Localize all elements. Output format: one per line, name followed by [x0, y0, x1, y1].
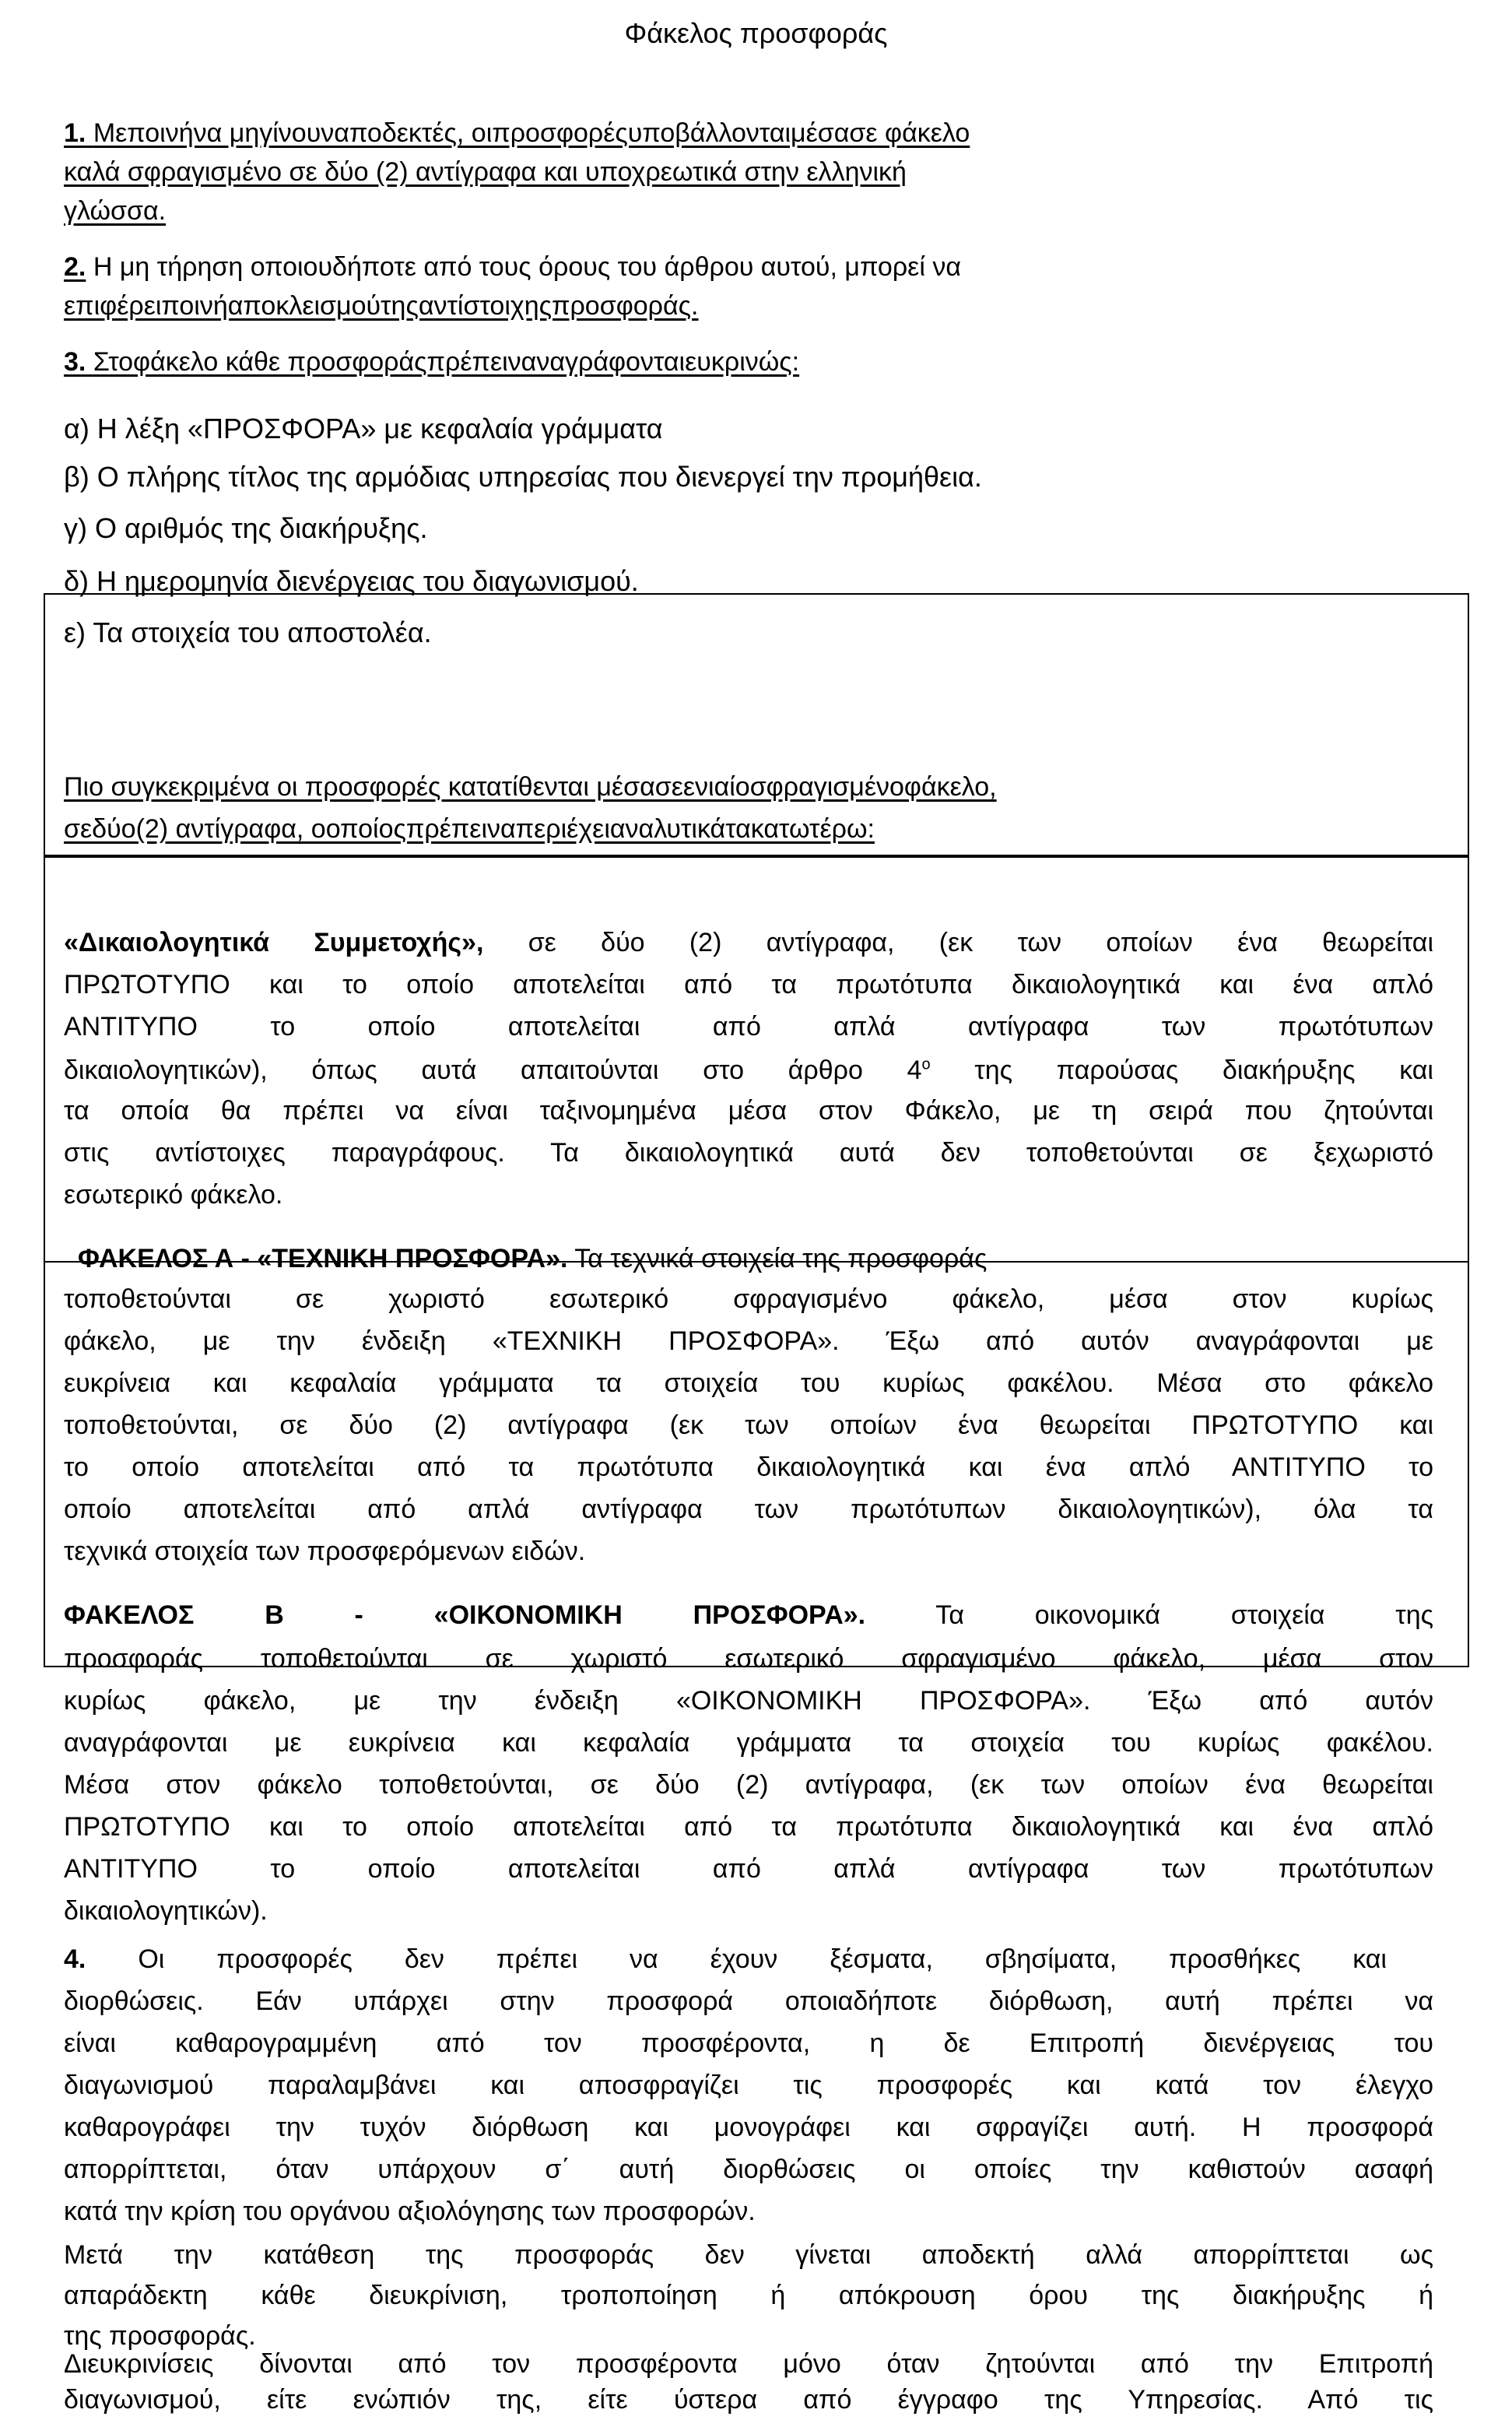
item2-text-l1: Η μη τήρηση οποιουδήποτε από τους όρους του άρθρου αυτού, μπορεί να: [93, 252, 961, 282]
docs-text-l1: σε δύο (2) αντίγραφα, (εκ των οποίων ένα θεωρείται: [483, 928, 1433, 957]
item1-text-l2b: ελληνική: [806, 157, 907, 187]
after-line3: της προσφοράς.: [64, 2321, 256, 2351]
technical-line5: τοποθετούνται, σε δύο (2) αντίγραφα (εκ των οποίων ένα θεωρείται ΠΡΩΤΟΤΥΠΟ και: [64, 1410, 1433, 1440]
technical-line4: ευκρίνεια και κεφαλαία γράμματα τα στοιχεία του κυρίως φακέλου. Μέσα στο φάκελο: [64, 1368, 1433, 1398]
technical-line1: [78, 1242, 987, 1275]
specific-line2: σεδύο(2) αντίγραφα, οοποίοςπρέπειναπεριέχειαναλυτικάτακατωτέρω:: [64, 814, 875, 844]
item1-text-a: Μεποινήνα μηγίνουναποδεκτές, οιπροσφορέςυποβάλλονταιμέσασε: [93, 118, 878, 148]
item4-line1: [64, 1943, 1387, 1976]
docs-line3: ΑΝΤΙΤΥΠΟ το οποίο αποτελείται από απλά αντίγραφα των πρωτότυπων: [64, 1012, 1433, 1041]
docs-line7: εσωτερικό φάκελο.: [64, 1180, 283, 1210]
item4-line5: καθαρογράφει την τυχόν διόρθωση και μονογράφει και σφραγίζει αυτή. Η προσφορά: [64, 2113, 1433, 2142]
financial-line2: προσφοράς τοποθετούνται σε χωριστό εσωτερικό σφραγισμένο φάκελο, μέσα στον: [64, 1644, 1433, 1674]
financial-line4: αναγράφονται με ευκρίνεια και κεφαλαία γράμματα τα στοιχεία του κυρίως φακέλου.: [64, 1728, 1433, 1758]
item4-line2: διορθώσεις. Εάν υπάρχει στην προσφορά οποιαδήποτε διόρθωση, αυτή πρέπει να: [64, 1986, 1433, 2016]
technical-line2: τοποθετούνται σε χωριστό εσωτερικό σφραγισμένο φάκελο, μέσα στον κυρίως: [64, 1284, 1433, 1314]
docs-text-l4b: της παρούσας διακήρυξης και: [930, 1055, 1433, 1085]
item1-line1: [64, 117, 970, 149]
list-item-d: δ) Η ημερομηνία διενέργειας του διαγωνισμού.: [64, 565, 639, 597]
item2-line2: επιφέρειποινήαποκλεισμούτηςαντίστοιχηςπροσφοράς.: [64, 291, 699, 321]
docs-sup: ο: [921, 1055, 931, 1073]
item3-number: 3.: [64, 347, 86, 377]
item4-line3: είναι καθαρογραμμένη από τον προσφέροντα, η δε Επιτροπή διενέργειας του: [64, 2028, 1433, 2058]
item4-line7: κατά την κρίση του οργάνου αξιολόγησης των προσφορών.: [64, 2197, 756, 2226]
item2-line1: [64, 251, 961, 283]
docs-line5: τα οποία θα πρέπει να είναι ταξινομημένα μέσα στον Φάκελο, με τη σειρά που ζητούνται: [64, 1096, 1433, 1126]
financial-heading: ΦΑΚΕΛΟΣ Β - «ΟΙΚΟΝΟΜΙΚΗ ΠΡΟΣΦΟΡΑ».: [64, 1600, 866, 1630]
item1-number: 1.: [64, 118, 86, 148]
financial-line6: ΠΡΩΤΟΤΥΠΟ και το οποίο αποτελείται από τα πρωτότυπα δικαιολογητικά και ένα απλό: [64, 1812, 1433, 1842]
technical-heading: ΦΑΚΕΛΟΣ Α - «ΤΕΧΝΙΚΗ ΠΡΟΣΦΟΡΑ».: [78, 1244, 568, 1273]
item4-text-l1: Οι προσφορές δεν πρέπει να έχουν ξέσματα, σβησίματα, προσθήκες και: [86, 1944, 1387, 1974]
docs-text-l4a: δικαιολογητικών), όπως αυτά απαιτούνται στο άρθρο 4: [64, 1055, 922, 1085]
list-item-b: β) Ο πλήρης τίτλος της αρμόδιας υπηρεσίας που διενεργεί την προμήθεια.: [64, 461, 982, 493]
after-line1: Μετά την κατάθεση της προσφοράς δεν γίνεται αποδεκτή αλλά απορρίπτεται ως: [64, 2240, 1433, 2270]
item3-line1: [64, 346, 799, 378]
docs-heading: «Δικαιολογητικά Συμμετοχής»,: [64, 928, 484, 957]
technical-text-l1: Τα τεχνικά στοιχεία της προσφοράς: [567, 1244, 988, 1273]
item4-line4: διαγωνισμού παραλαμβάνει και αποσφραγίζει τις προσφορές και κατά τον έλεγχο: [64, 2071, 1433, 2100]
item4-line6: απορρίπτεται, όταν υπάρχουν σ΄ αυτή διορθώσεις οι οποίες την καθιστούν ασαφή: [64, 2155, 1433, 2184]
item2-number: 2.: [64, 252, 86, 282]
docs-line1: [64, 926, 1433, 959]
list-item-a: α) Η λέξη «ΠΡΟΣΦΟΡΑ» με κεφαλαία γράμματα: [64, 413, 663, 444]
technical-line3: φάκελο, με την ένδειξη «ΤΕΧΝΙΚΗ ΠΡΟΣΦΟΡΑ». Έξω από αυτόν αναγράφονται με: [64, 1326, 1433, 1356]
list-item-e: ε) Τα στοιχεία του αποστολέα.: [64, 616, 432, 648]
technical-line8: τεχνικά στοιχεία των προσφερόμενων ειδών.: [64, 1537, 586, 1566]
item4-number: 4.: [64, 1944, 86, 1974]
financial-line7: ΑΝΤΙΤΥΠΟ το οποίο αποτελείται από απλά αντίγραφα των πρωτότυπων: [64, 1854, 1433, 1884]
item3-text-l1: Στοφάκελο κάθε προσφοράςπρέπειναναγράφονταιευκρινώς:: [93, 347, 800, 377]
clarif-line2: διαγωνισμού, είτε ενώπιόν της, είτε ύστερα από έγγραφο της Υπηρεσίας. Από τις: [64, 2385, 1433, 2415]
clarif-line1: Διευκρινίσεις δίνονται από τον προσφέροντα μόνο όταν ζητούνται από την Επιτροπή: [64, 2349, 1433, 2379]
technical-line7: οποίο αποτελείται από απλά αντίγραφα των πρωτότυπων δικαιολογητικών), όλα τα: [64, 1494, 1433, 1524]
item1-text-l2: καλά σφραγισμένο σε δύο (2) αντίγραφα και υποχρεωτικά στην: [64, 157, 799, 187]
financial-line3: κυρίως φάκελο, με την ένδειξη «ΟΙΚΟΝΟΜΙΚΗ ΠΡΟΣΦΟΡΑ». Έξω από αυτόν: [64, 1686, 1433, 1716]
after-line2: απαράδεκτη κάθε διευκρίνιση, τροποποίηση ή απόκρουση όρου της διακήρυξης ή: [64, 2281, 1433, 2310]
docs-line2: ΠΡΩΤΟΤΥΠΟ και το οποίο αποτελείται από τα πρωτότυπα δικαιολογητικά και ένα απλό: [64, 970, 1433, 999]
technical-line6: το οποίο αποτελείται από τα πρωτότυπα δικαιολογητικά και ένα απλό ΑΝΤΙΤΥΠΟ το: [64, 1452, 1433, 1482]
item1-text-b: φάκελο: [885, 118, 970, 148]
docs-line6: στις αντίστοιχες παραγράφους. Τα δικαιολογητικά αυτά δεν τοποθετούνται σε ξεχωριστό: [64, 1138, 1433, 1168]
item1-line2: [64, 156, 907, 188]
page-title: Φάκελος προσφοράς: [624, 17, 888, 49]
financial-line8: δικαιολογητικών).: [64, 1896, 268, 1926]
list-item-c: γ) Ο αριθμός της διακήρυξης.: [64, 512, 428, 544]
item1-line3: γλώσσα.: [64, 196, 167, 226]
financial-line5: Μέσα στον φάκελο τοποθετούνται, σε δύο (2) αντίγραφα, (εκ των οποίων ένα θεωρείται: [64, 1770, 1433, 1800]
financial-text-l1: Τα οικονομικά στοιχεία της: [865, 1600, 1433, 1630]
financial-line1: [64, 1599, 1433, 1631]
docs-line4: [64, 1054, 1433, 1087]
specific-line1: Πιο συγκεκριμένα οι προσφορές κατατίθενται μέσασεενιαίοσφραγισμένοφάκελο,: [64, 772, 997, 802]
